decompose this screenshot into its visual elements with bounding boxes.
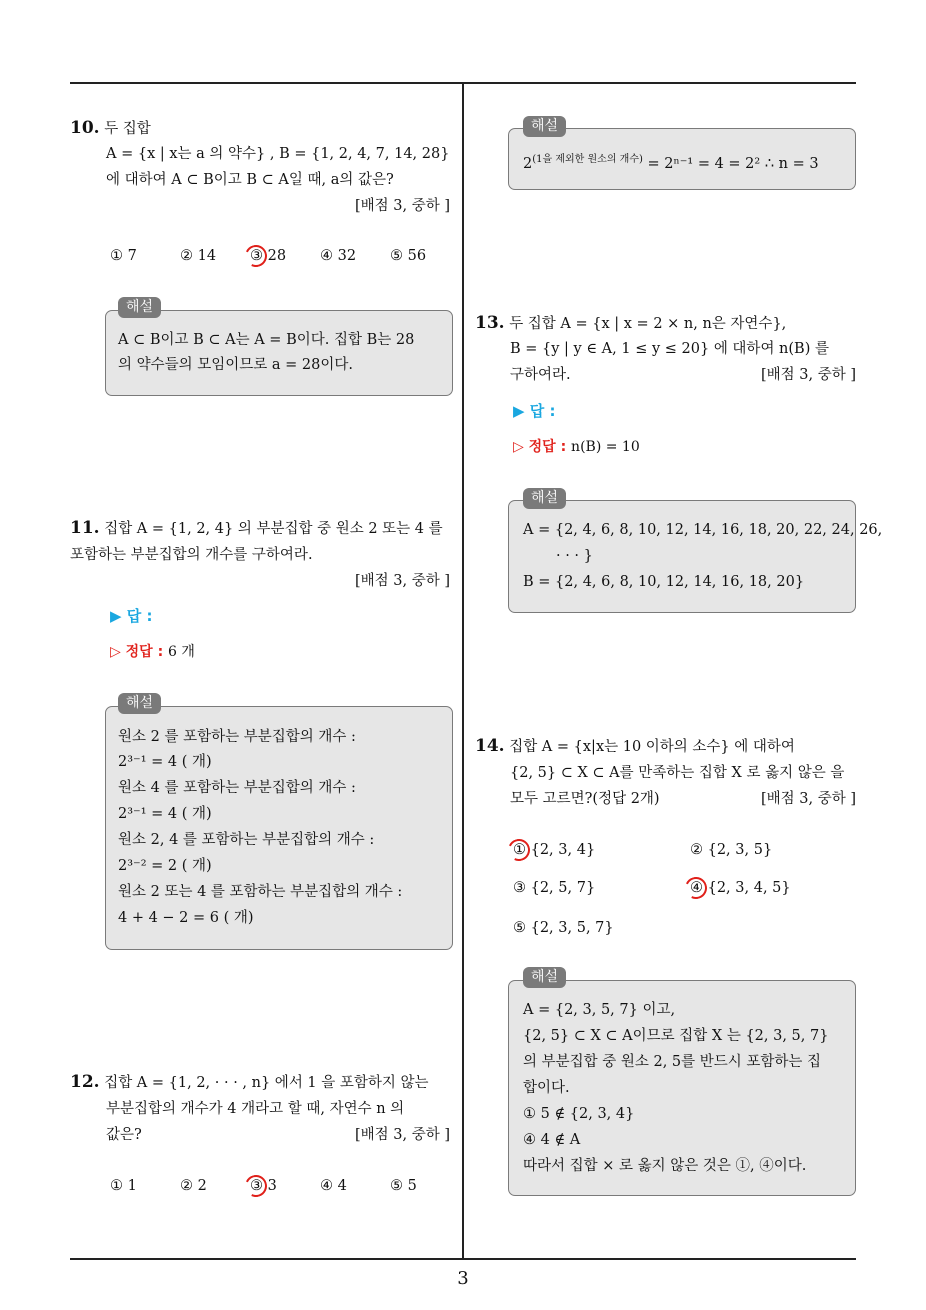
page-number: 3 <box>457 1268 469 1289</box>
explanation-line: ① 5 ∉ {2, 3, 4} <box>523 1106 635 1122</box>
question-text: A = {x | x는 a 의 약수} , B = {1, 2, 4, 7, 14, 28} <box>106 146 450 162</box>
score-label: [배점 3, 중하 ] <box>354 198 450 214</box>
score-label: [배점 3, 중하 ] <box>354 573 450 589</box>
explanation-line: 원소 4 를 포함하는 부분집합의 개수 : <box>118 780 356 796</box>
explanation-line: 원소 2 를 포함하는 부분집합의 개수 : <box>118 729 356 745</box>
choice-2[interactable]: ② {2, 3, 5} <box>690 842 773 858</box>
score-label: [배점 3, 중하 ] <box>354 1127 450 1143</box>
explanation-line: 따라서 집합 × 로 옳지 않은 것은 ①, ④이다. <box>523 1158 807 1174</box>
explanation-result: = 2ⁿ⁻¹ = 4 = 2² ∴ n = 3 <box>642 155 819 172</box>
question-text: 집합 A = {1, 2, 4} 의 부분집합 중 원소 2 또는 4 를 <box>104 521 443 537</box>
question-text: 두 집합 A = {x | x = 2 × n, n은 자연수}, <box>509 316 787 332</box>
question-text: 부분집합의 개수가 4 개라고 할 때, 자연수 n 의 <box>106 1101 405 1117</box>
choice-2[interactable]: ② 14 <box>180 248 217 264</box>
choice-5[interactable]: ⑤ 56 <box>390 248 427 264</box>
explanation-line: 의 약수들의 모임이므로 a = 28이다. <box>118 357 353 373</box>
question-number: 13. <box>475 313 505 333</box>
question-number: 11. <box>70 518 100 538</box>
bottom-rule <box>70 1258 856 1260</box>
explanation-line: 합이다. <box>523 1080 570 1096</box>
question-text: 두 집합 <box>104 121 151 137</box>
explanation-line: · · · } <box>556 548 593 564</box>
explanation-line: 의 부분집합 중 원소 2, 5를 반드시 포함하는 집 <box>523 1054 822 1070</box>
question-number: 10. <box>70 118 100 138</box>
choice-2[interactable]: ② 2 <box>180 1178 207 1194</box>
explanation-tag: 해설 <box>523 967 566 988</box>
choice-4[interactable]: ④ 32 <box>320 248 357 264</box>
explanation-line: 원소 2 또는 4 를 포함하는 부분집합의 개수 : <box>118 884 403 900</box>
choice-3[interactable]: ③ {2, 5, 7} <box>513 880 596 896</box>
explanation-tag: 해설 <box>118 297 161 318</box>
explanation-line: ④ 4 ∉ A <box>523 1132 581 1148</box>
choice-1[interactable]: ① 1 <box>110 1178 137 1194</box>
explanation-tag: 해설 <box>523 116 566 137</box>
answer-input-label[interactable]: ▶ 답 : <box>513 402 556 420</box>
column-divider <box>462 84 464 1260</box>
question-number: 12. <box>70 1072 100 1092</box>
question-text: 모두 고르면?(정답 2개) <box>510 791 660 807</box>
question-text: 에 대하여 A ⊂ B이고 B ⊂ A일 때, a의 값은? <box>106 172 394 188</box>
explanation-line: 4 + 4 − 2 = 6 ( 개) <box>118 910 254 926</box>
explanation-box <box>105 310 453 396</box>
choice-3[interactable]: ③ 3 <box>250 1178 277 1194</box>
explanation-tag: 해설 <box>523 488 566 509</box>
explanation-line: {2, 5} ⊂ X ⊂ A이므로 집합 X 는 {2, 3, 5, 7} <box>523 1028 829 1044</box>
score-label: [배점 3, 중하 ] <box>760 367 856 383</box>
explanation-tag: 해설 <box>118 693 161 714</box>
correct-answer-value: 6 개 <box>168 644 195 660</box>
explanation-line: A = {2, 4, 6, 8, 10, 12, 14, 16, 18, 20, 22, 24, 26, <box>523 522 883 538</box>
explanation-line: 2³⁻¹ = 4 ( 개) <box>118 754 212 770</box>
question-text: 값은? <box>106 1127 142 1143</box>
explanation-line: A ⊂ B이고 B ⊂ A는 A = B이다. 집합 B는 28 <box>118 332 415 348</box>
question-text: B = {y | y ∈ A, 1 ≤ y ≤ 20} 에 대하여 n(B) 를 <box>510 341 829 357</box>
explanation-line: A = {2, 3, 5, 7} 이고, <box>523 1002 676 1018</box>
question-number: 14. <box>475 736 505 756</box>
explanation-line: 2³⁻¹ = 4 ( 개) <box>118 806 212 822</box>
answer-input-label[interactable]: ▶ 답 : <box>110 607 153 625</box>
question-text: 구하여라. <box>510 367 571 383</box>
score-label: [배점 3, 중하 ] <box>760 791 856 807</box>
choice-5[interactable]: ⑤ {2, 3, 5, 7} <box>513 920 614 936</box>
question-text: 집합 A = {1, 2, · · · , n} 에서 1 을 포함하지 않는 <box>104 1075 429 1091</box>
correct-answer-label: ▷ 정답 : <box>513 439 567 455</box>
choice-3[interactable]: ③ 28 <box>250 248 287 264</box>
explanation-line: 원소 2, 4 를 포함하는 부분집합의 개수 : <box>118 832 375 848</box>
explanation-line: 2³⁻² = 2 ( 개) <box>118 858 212 874</box>
choice-5[interactable]: ⑤ 5 <box>390 1178 417 1194</box>
question-text: 집합 A = {x|x는 10 이하의 소수} 에 대하여 <box>509 739 795 755</box>
correct-answer-value: n(B) = 10 <box>571 439 640 455</box>
question-text: {2, 5} ⊂ X ⊂ A를 만족하는 집합 X 로 옳지 않은 을 <box>510 765 845 781</box>
explanation-line: B = {2, 4, 6, 8, 10, 12, 14, 16, 18, 20} <box>523 574 805 590</box>
explanation-exponent: (1을 제외한 원소의 개수) <box>532 154 643 165</box>
question-text: 포함하는 부분집합의 개수를 구하여라. <box>70 547 313 563</box>
correct-answer-label: ▷ 정답 : <box>110 644 164 660</box>
choice-4[interactable]: ④ 4 <box>320 1178 347 1194</box>
explanation-line <box>523 150 819 174</box>
choice-4[interactable]: ④ {2, 3, 4, 5} <box>690 880 791 896</box>
choice-1[interactable]: ① 7 <box>110 248 137 264</box>
choice-1[interactable]: ① {2, 3, 4} <box>513 842 596 858</box>
explanation-base: 2 <box>523 155 533 172</box>
